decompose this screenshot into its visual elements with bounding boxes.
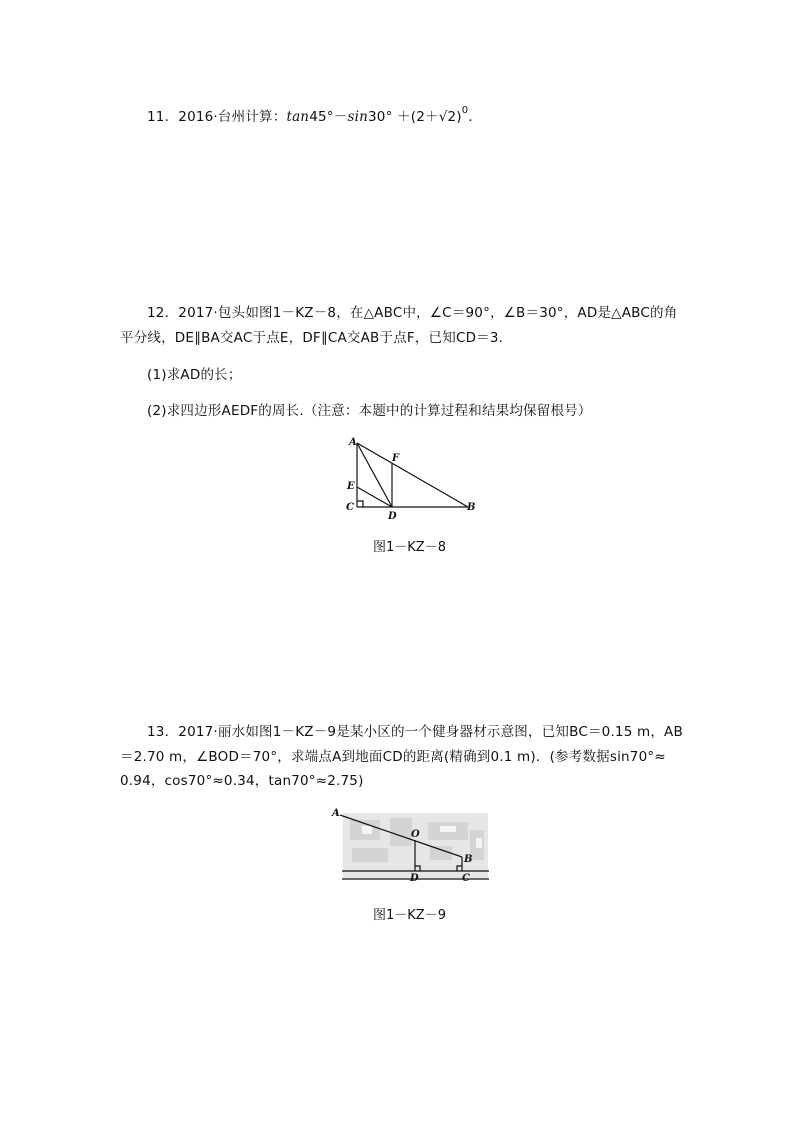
q13-line-1: 13．2017·丽水如图1－KZ－9是某小区的一个健身器材示意图，已知BC＝0.15 m，AB — [147, 724, 683, 740]
q12-line-2: 平分线，DE∥BA交AC于点E，DF∥CA交AB于点F，已知CD＝3. — [120, 330, 504, 346]
q11-prefix: 11．2016·台州计算： — [147, 109, 287, 125]
q11-tan-arg: 45° — [309, 109, 334, 125]
label-b: B — [464, 854, 473, 865]
label-o: O — [411, 829, 420, 840]
label-b: B — [467, 502, 476, 513]
q13-line-3: 0.94，cos70°≈0.34，tan70°≈2.75) — [120, 773, 364, 789]
label-e: E — [347, 481, 355, 492]
label-a: A — [332, 808, 340, 819]
q11-exponent: 0 — [461, 105, 469, 116]
q12-part-1: (1)求AD的长； — [147, 367, 242, 383]
q11-tan: tan — [286, 109, 310, 125]
q11-minus: － — [333, 109, 348, 125]
q11-paren-expr: (2＋√2) — [410, 109, 462, 125]
q11-end: ． — [468, 109, 483, 125]
q12-line-1: 12．2017·包头如图1－KZ－8，在△ABC中，∠C＝90°，∠B＝30°，AD是△ABC的角 — [147, 305, 678, 321]
q12-part-2: (2)求四边形AEDF的周长.（注意：本题中的计算过程和结果均保留根号） — [147, 403, 592, 419]
q11-sin: sin — [347, 109, 368, 125]
label-a: A — [349, 437, 357, 448]
figure-caption-kz-8: 图1－KZ－8 — [373, 540, 446, 555]
q13-line-2: ＝2.70 m，∠BOD＝70°，求端点A到地面CD的距离(精确到0.1 m)．(参考数据sin70°≈ — [120, 749, 666, 765]
q11-plus: ＋ — [397, 109, 411, 125]
figure-caption-kz-9: 图1－KZ－9 — [373, 908, 446, 923]
label-c: C — [346, 502, 354, 513]
label-d: D — [388, 511, 397, 522]
label-c: C — [462, 873, 470, 884]
q11-sin-arg: 30° — [368, 109, 393, 125]
label-f: F — [392, 453, 400, 464]
label-d: D — [410, 873, 419, 884]
